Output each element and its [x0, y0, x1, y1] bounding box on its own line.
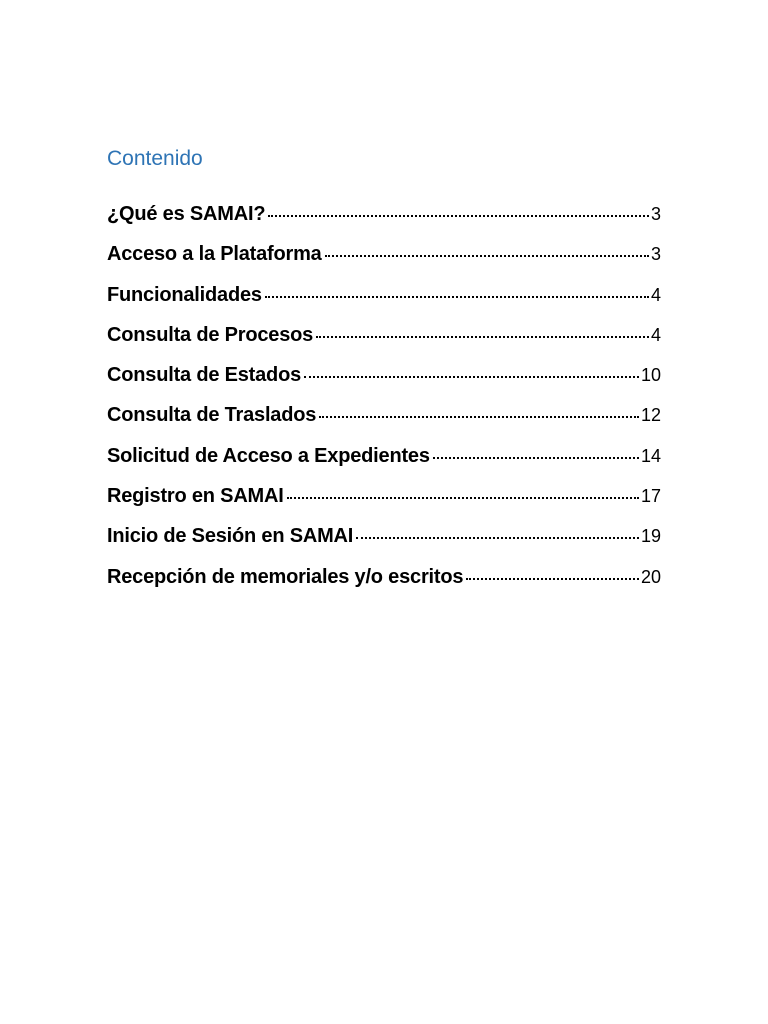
toc-entry-page-number: 17 — [640, 486, 661, 507]
toc-entry-title: Consulta de Traslados — [107, 404, 317, 427]
toc-entry-consulta-traslados[interactable] — [107, 404, 661, 444]
toc-entry-title: ¿Qué es SAMAI? — [107, 203, 266, 225]
toc-entry-title: Consulta de Estados — [107, 364, 302, 387]
toc-entry-title: Solicitud de Acceso a Expedientes — [107, 444, 430, 467]
toc-entry-page-number: 20 — [640, 566, 661, 587]
toc-entry-page-number: 12 — [640, 405, 661, 426]
toc-entry-consulta-estados[interactable] — [107, 364, 661, 404]
toc-entry-funcionalidades[interactable] — [107, 284, 661, 324]
toc-dot-leader — [433, 457, 639, 459]
toc-entry-consulta-procesos[interactable] — [107, 324, 661, 364]
toc-entry-title: Acceso a la Plataforma — [107, 243, 322, 266]
toc-dot-leader — [265, 296, 649, 298]
toc-entry-page-number: 4 — [650, 284, 661, 305]
toc-dot-leader — [304, 376, 639, 378]
toc-entry-title: Inicio de Sesión en SAMAI — [107, 525, 354, 548]
toc-entry-page-number: 10 — [640, 365, 661, 386]
toc-entry-que-es-samai[interactable] — [107, 203, 661, 243]
toc-list — [107, 203, 661, 606]
toc-dot-leader — [268, 215, 649, 217]
toc-entry-page-number: 14 — [640, 445, 661, 466]
toc-entry-recepcion-memoriales[interactable] — [107, 566, 661, 606]
toc-entry-title: Registro en SAMAI — [107, 485, 284, 508]
toc-entry-registro-samai[interactable] — [107, 485, 661, 525]
toc-entry-solicitud-acceso[interactable] — [107, 445, 661, 485]
toc-entry-title: Consulta de Procesos — [107, 323, 314, 346]
toc-heading: Contenido — [107, 147, 203, 170]
toc-entry-page-number: 4 — [650, 324, 661, 345]
toc-dot-leader — [316, 336, 649, 338]
toc-entry-page-number: 19 — [640, 526, 661, 547]
toc-entry-inicio-sesion[interactable] — [107, 525, 661, 565]
toc-dot-leader — [287, 497, 639, 499]
toc-dot-leader — [466, 578, 639, 580]
toc-entry-title: Recepción de memoriales y/o escritos — [107, 565, 464, 588]
toc-dot-leader — [319, 416, 639, 418]
toc-dot-leader — [356, 537, 639, 539]
toc-entry-page-number: 3 — [650, 204, 661, 224]
toc-dot-leader — [325, 255, 649, 257]
toc-entry-acceso-plataforma[interactable] — [107, 243, 661, 283]
toc-entry-page-number: 3 — [650, 244, 661, 265]
toc-entry-title: Funcionalidades — [107, 283, 262, 306]
